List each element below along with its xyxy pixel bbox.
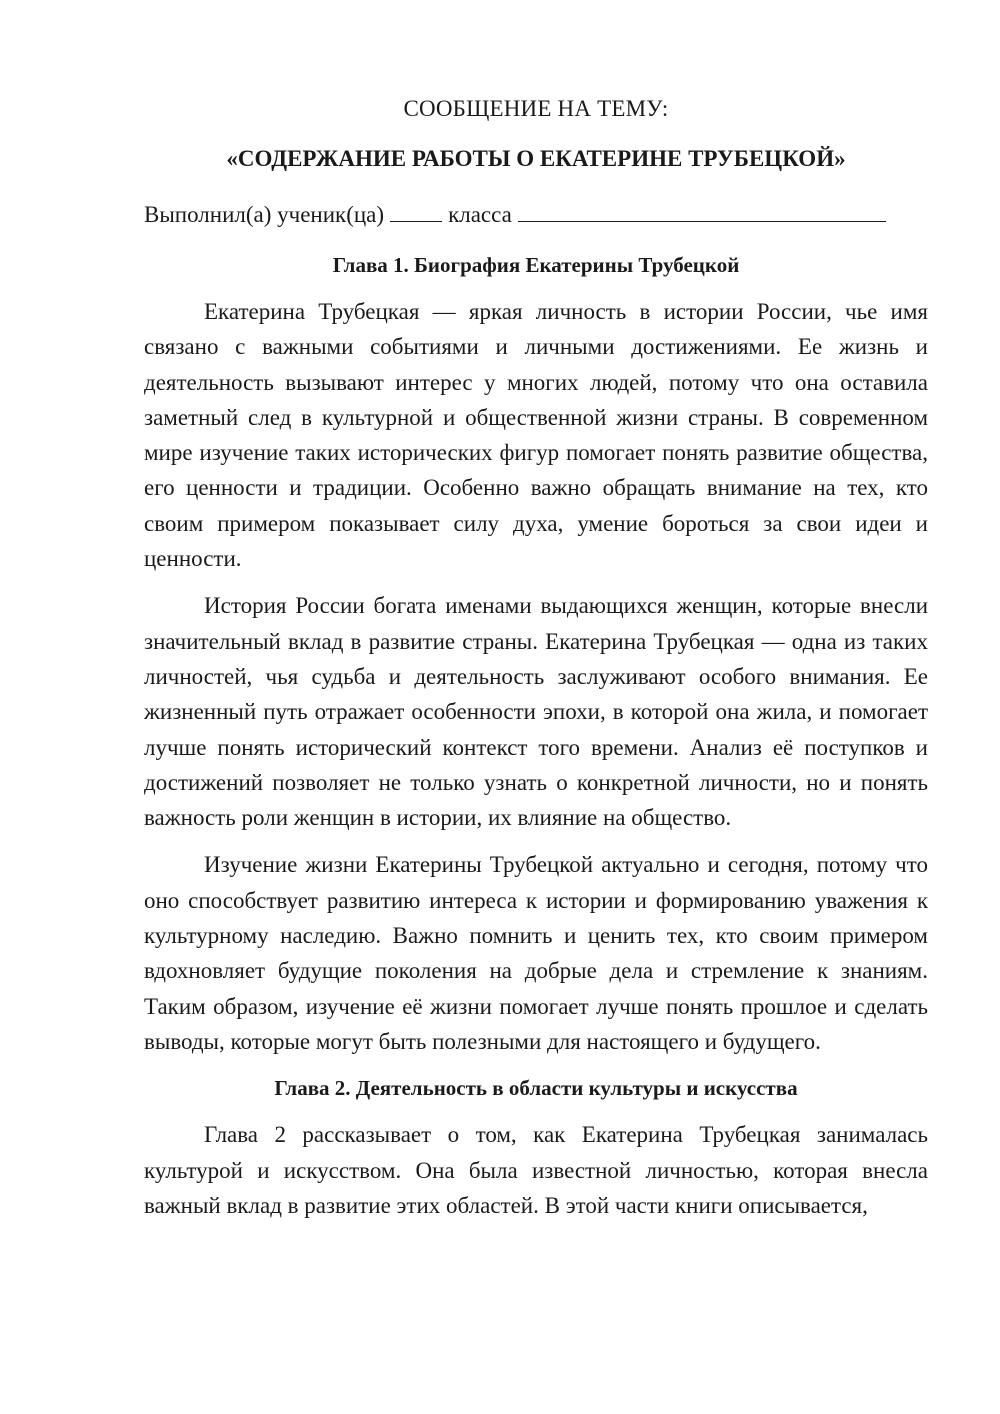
chapter-1-heading: Глава 1. Биография Екатерины Трубецкой [332,253,740,277]
chapter-2-paragraph-1: Глава 2 рассказывает о том, как Екатерина Трубецкая занималась культурой и искусством. Она была известной личностью, которая внесла важный вклад в развитие этих областей. В этой части книги описывается, [144,1122,928,1218]
chapter-1-paragraph-2: История России богата именами выдающихся женщин, которые внесли значительный вклад в развитие страны. Екатерина Трубецкая — одна из таких личностей, чья судьба и деятельность заслуживают особого внимания. Ее жизненный путь отражает особенности эпохи, в которой она жила, и помогает лучше понять исторический контекст того времени. Анализ её поступков и достижений позволяет не только узнать о конкретной личности, но и понять важность роли женщин в истории, их влияние на общество. [144,593,928,831]
document-title-line-2: «СОДЕРЖАНИЕ РАБОТЫ О ЕКАТЕРИНЕ ТРУБЕЦКОЙ» [226,146,846,171]
document-page [144,92,928,1235]
author-prefix: Выполнил(а) ученик(ца) [144,202,385,227]
author-line [144,198,928,232]
chapter-1-paragraph-1: Екатерина Трубецкая — яркая личность в истории России, чье имя связано с важными событиями и личными достижениями. Ее жизнь и деятельность вызывают интерес у многих людей, потому что она оставила заметный след в культурной и общественной жизни страны. В современном мире изучение таких исторических фигур помогает понять развитие общества, его ценности и традиции. Особенно важно обращать внимание на тех, кто своим примером показывает силу духа, умение бороться за свои идеи и ценности. [144,299,928,572]
chapter-2-heading: Глава 2. Деятельность в области культуры и искусства [274,1076,798,1101]
class-blank [518,199,886,222]
author-class-label: класса [448,202,512,227]
chapter-1-paragraph-3: Изучение жизни Екатерины Трубецкой актуально и сегодня, потому что оно способствует развитию интереса к истории и формированию уважения к культурному наследию. Важно помнить и ценить тех, кто своим примером вдохновляет будущие поколения на добрые дела и стремление к знаниям. Таким образом, изучение её жизни помогает лучше понять прошлое и сделать выводы, которые могут быть полезными для настоящего и будущего. [144,852,928,1054]
grade-blank [390,199,442,222]
document-title-line-1: СООБЩЕНИЕ НА ТЕМУ: [403,96,669,121]
